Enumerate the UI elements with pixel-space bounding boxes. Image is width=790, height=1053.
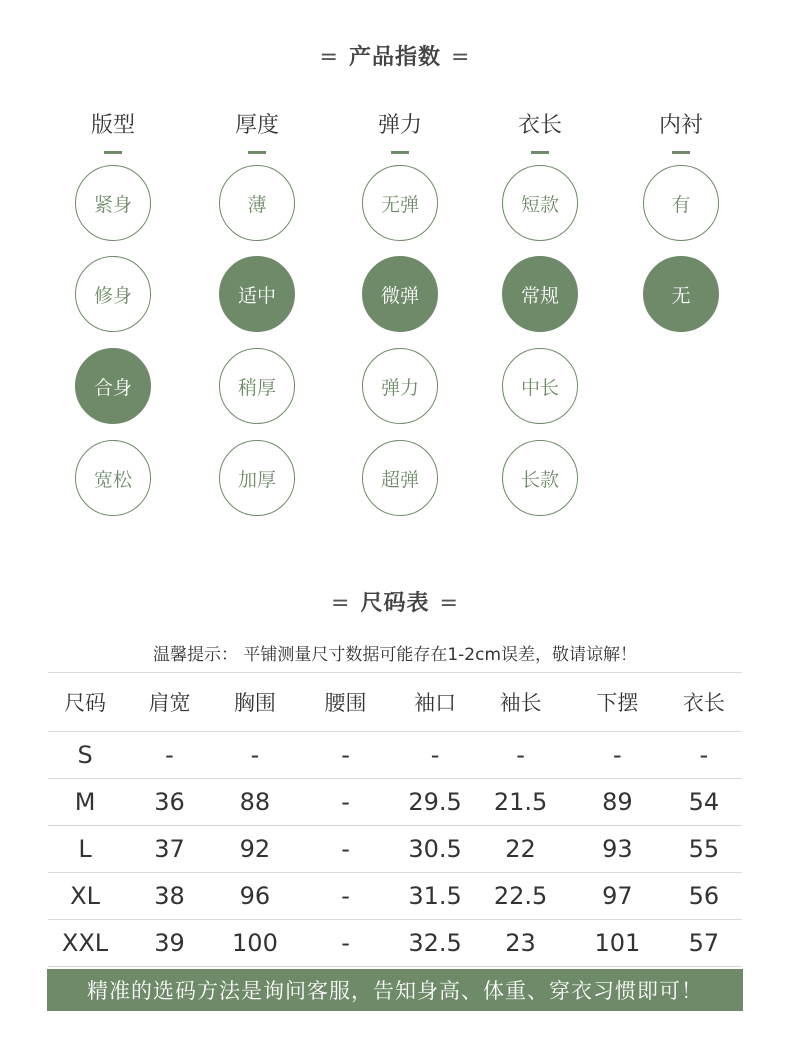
index-option-selected: 适中	[219, 256, 295, 332]
size-value-cell: -	[569, 732, 666, 779]
size-value-cell: 31.5	[398, 873, 472, 920]
size-value-cell: 37	[122, 826, 217, 873]
size-table	[48, 672, 742, 967]
size-value-cell: -	[293, 920, 398, 967]
measurement-note: 温馨提示： 平铺测量尺寸数据可能存在1-2cm误差，敬请谅解！	[152, 645, 638, 665]
size-value-cell: 54	[666, 779, 742, 826]
size-value-cell: 93	[569, 826, 666, 873]
size-value-cell: 32.5	[398, 920, 472, 967]
title-deco-left: =	[319, 45, 339, 70]
index-column-header	[350, 108, 450, 154]
size-table-column-header: 袖长	[472, 673, 569, 732]
size-value-cell: 100	[217, 920, 293, 967]
size-value-cell: -	[398, 732, 472, 779]
index-option: 修身	[75, 256, 151, 332]
size-value-cell: 23	[472, 920, 569, 967]
size-value-cell: 97	[569, 873, 666, 920]
size-table-column-header: 下摆	[569, 673, 666, 732]
size-value-cell: -	[293, 732, 398, 779]
index-option: 宽松	[75, 440, 151, 516]
title-deco-right: =	[439, 591, 459, 616]
size-value-cell: -	[217, 732, 293, 779]
index-option-selected: 微弹	[362, 256, 438, 332]
index-column-header-label: 弹力	[377, 113, 422, 138]
header-underline	[391, 151, 409, 154]
product-index-title	[0, 40, 790, 71]
title-deco-left: =	[331, 591, 351, 616]
index-option: 弹力	[362, 348, 438, 424]
size-table-body	[48, 732, 742, 967]
size-value-cell: 89	[569, 779, 666, 826]
size-table-column-header: 肩宽	[122, 673, 217, 732]
size-table-column-header: 胸围	[217, 673, 293, 732]
size-table-column-header: 尺码	[48, 673, 122, 732]
size-value-cell: 56	[666, 873, 742, 920]
index-option-selected: 常规	[502, 256, 578, 332]
size-label-cell: M	[48, 779, 122, 826]
size-value-cell: -	[472, 732, 569, 779]
header-underline	[104, 151, 122, 154]
size-value-cell: 22.5	[472, 873, 569, 920]
index-column-header-label: 衣长	[517, 113, 562, 138]
size-value-cell: 88	[217, 779, 293, 826]
size-value-cell: 36	[122, 779, 217, 826]
index-column-header	[207, 108, 307, 154]
index-option: 长款	[502, 440, 578, 516]
index-option: 无弹	[362, 165, 438, 241]
title-deco-right: =	[451, 45, 471, 70]
index-column-header-label: 版型	[90, 113, 135, 138]
size-table-column-header: 衣长	[666, 673, 742, 732]
index-option-selected: 无	[643, 256, 719, 332]
table-row	[48, 826, 742, 873]
table-row	[48, 920, 742, 967]
header-underline	[531, 151, 549, 154]
table-row	[48, 779, 742, 826]
index-option: 超弹	[362, 440, 438, 516]
index-option: 加厚	[219, 440, 295, 516]
size-label-cell: XL	[48, 873, 122, 920]
index-option: 有	[643, 165, 719, 241]
index-option: 短款	[502, 165, 578, 241]
product-index-title-text: 产品指数	[348, 45, 441, 70]
size-value-cell: -	[666, 732, 742, 779]
size-value-cell: -	[122, 732, 217, 779]
size-value-cell: 21.5	[472, 779, 569, 826]
index-column-header	[631, 108, 731, 154]
size-value-cell: -	[293, 873, 398, 920]
index-column-header-label: 内衬	[658, 113, 703, 138]
size-table-header	[48, 673, 742, 732]
index-option: 薄	[219, 165, 295, 241]
size-table-column-header: 腰围	[293, 673, 398, 732]
size-value-cell: 22	[472, 826, 569, 873]
header-underline	[248, 151, 266, 154]
size-value-cell: 29.5	[398, 779, 472, 826]
index-option-selected: 合身	[75, 348, 151, 424]
size-table-column-header: 袖口	[398, 673, 472, 732]
size-value-cell: 39	[122, 920, 217, 967]
size-value-cell: 92	[217, 826, 293, 873]
table-row	[48, 732, 742, 779]
size-value-cell: 55	[666, 826, 742, 873]
size-value-cell: 101	[569, 920, 666, 967]
size-value-cell: 57	[666, 920, 742, 967]
size-value-cell: 38	[122, 873, 217, 920]
size-value-cell: -	[293, 779, 398, 826]
size-chart-title-text: 尺码表	[360, 591, 430, 616]
index-column-header-label: 厚度	[234, 113, 279, 138]
size-advice-banner: 精准的选码方法是询问客服，告知身高、体重、穿衣习惯即可！	[47, 969, 743, 1011]
size-value-cell: -	[293, 826, 398, 873]
size-label-cell: XXL	[48, 920, 122, 967]
size-chart-title	[0, 586, 790, 617]
size-value-cell: 30.5	[398, 826, 472, 873]
size-label-cell: S	[48, 732, 122, 779]
index-column-header	[63, 108, 163, 154]
header-underline	[672, 151, 690, 154]
size-value-cell: 96	[217, 873, 293, 920]
size-label-cell: L	[48, 826, 122, 873]
table-row	[48, 873, 742, 920]
index-option: 紧身	[75, 165, 151, 241]
index-column-header	[490, 108, 590, 154]
index-option: 中长	[502, 348, 578, 424]
index-option: 稍厚	[219, 348, 295, 424]
